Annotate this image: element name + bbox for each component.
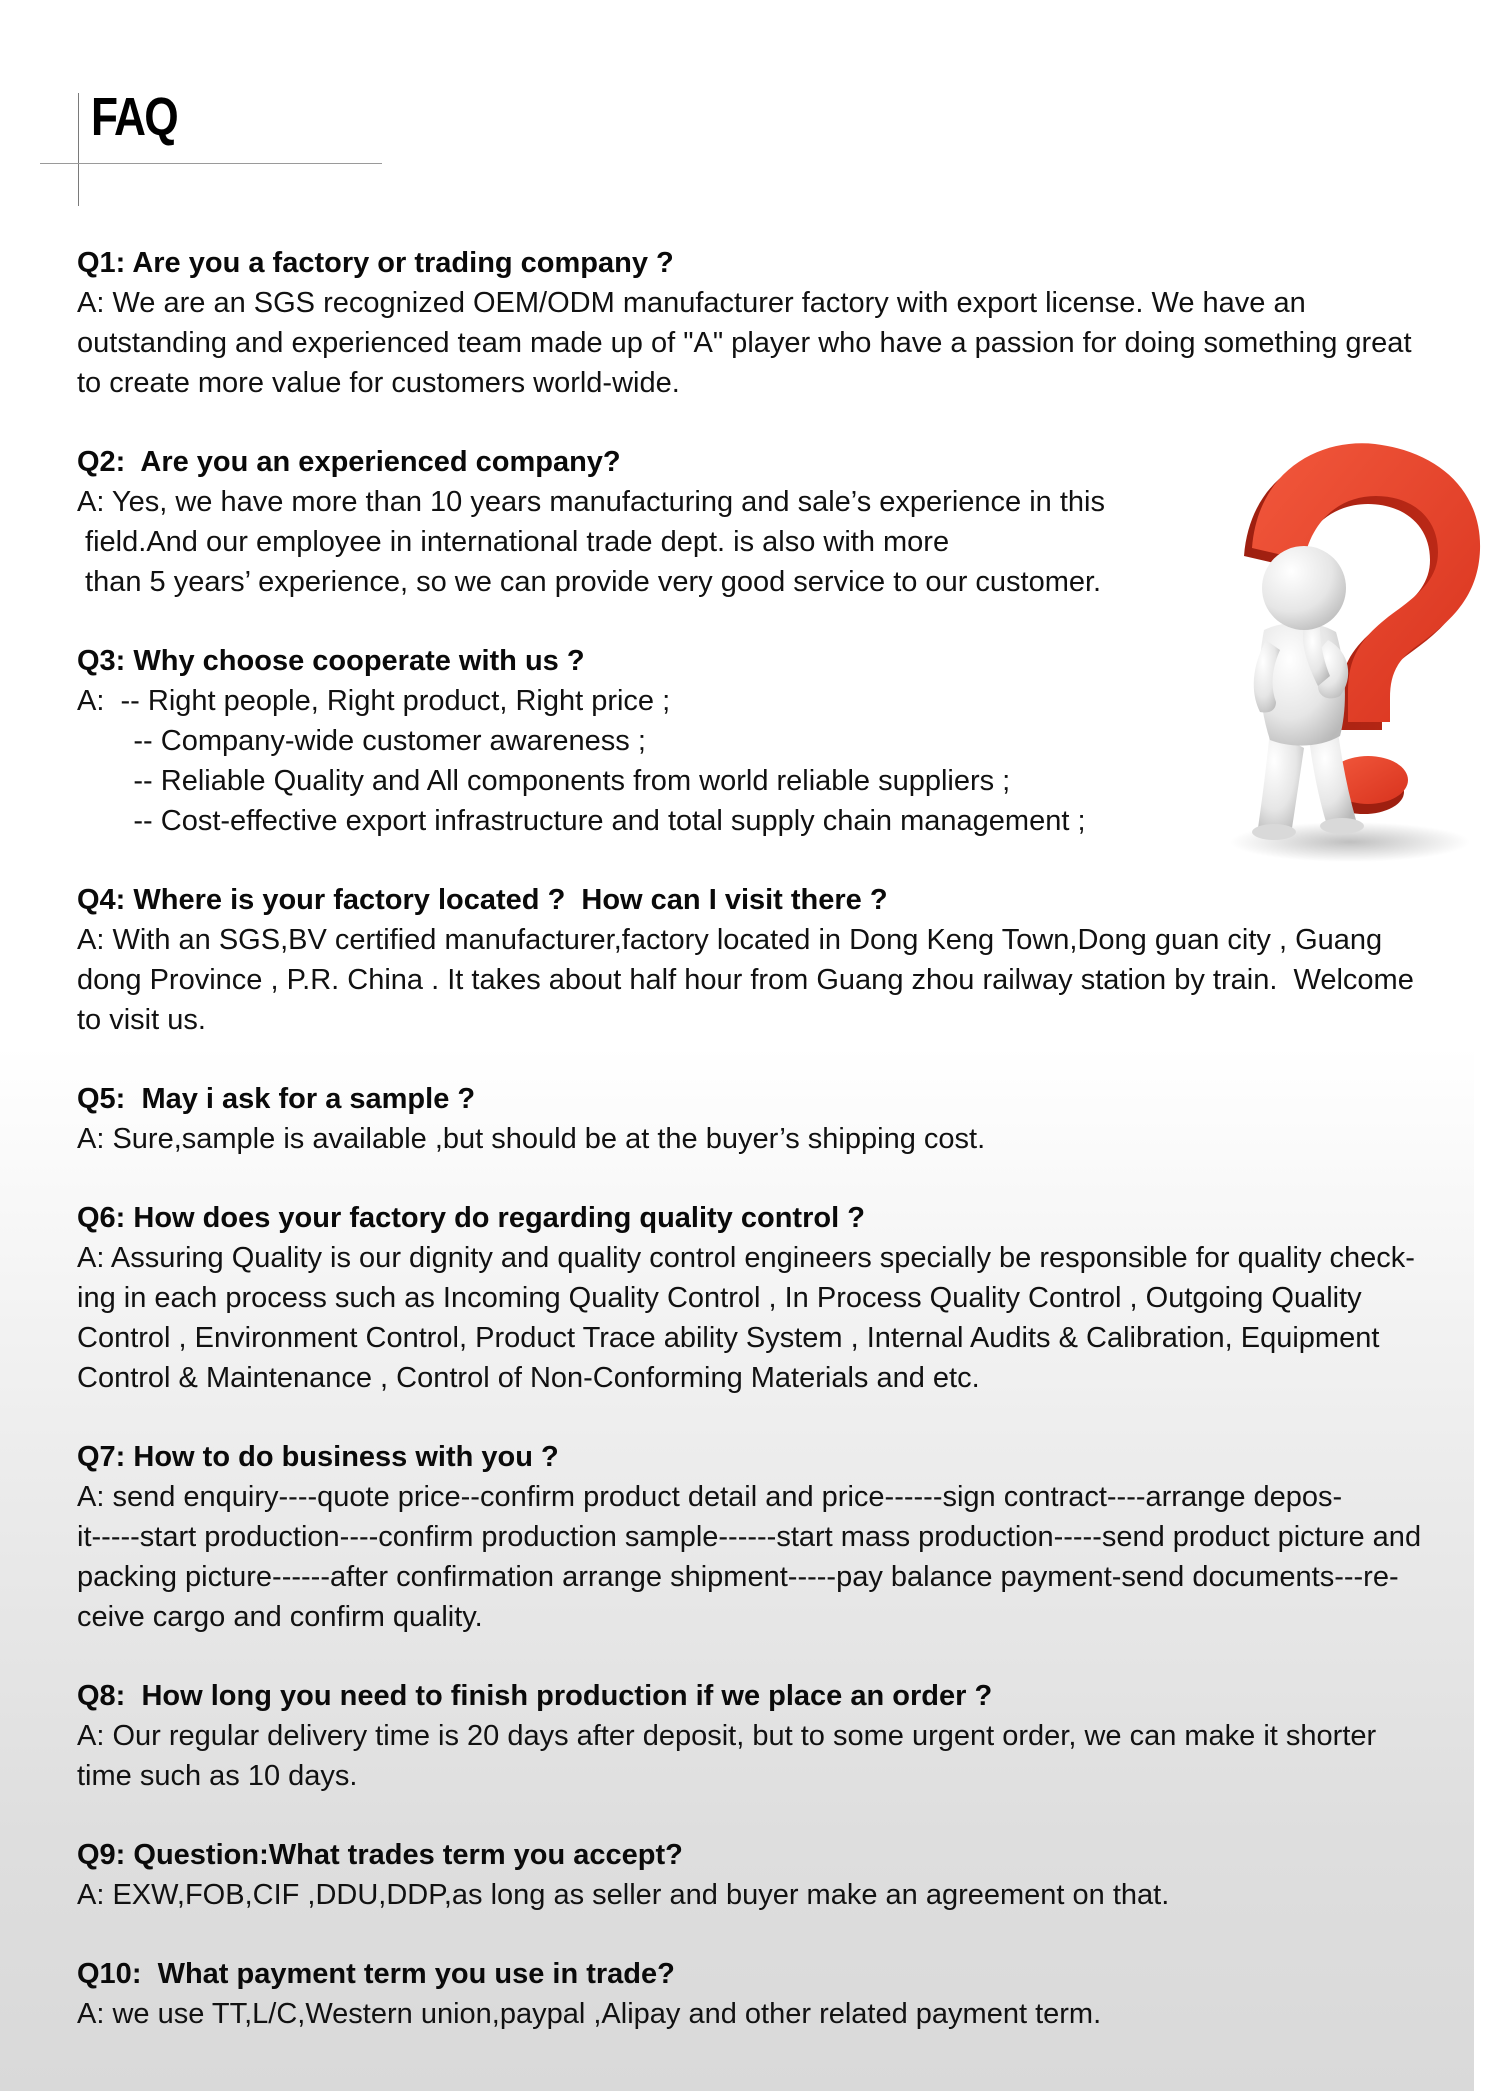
faq-answer-line: -- Company-wide customer awareness ; — [77, 725, 646, 757]
faq-answer-line: A: Yes, we have more than 10 years manufacturing and sale’s experience in this — [77, 486, 1105, 518]
faq-answer-line: packing picture------after confirmation arrange shipment-----pay balance payment-send documents---re- — [77, 1561, 1399, 1593]
faq-answer-line: outstanding and experienced team made up of "A" player who have a passion for doing something great — [77, 327, 1412, 359]
faq-question: Q3: Why choose cooperate with us ? — [77, 645, 585, 677]
faq-answer-line: -- Cost-effective export infrastructure and total supply chain management ; — [77, 805, 1086, 837]
faq-question: Q9: Question:What trades term you accept? — [77, 1839, 683, 1871]
faq-item-10 — [77, 1954, 1477, 2034]
faq-answer-line: time such as 10 days. — [77, 1760, 358, 1792]
heading-horizontal-rule — [40, 163, 382, 164]
faq-item-1 — [77, 243, 1477, 403]
faq-answer-line: Control & Maintenance , Control of Non-Conforming Materials and etc. — [77, 1362, 980, 1394]
faq-answer-line: field.And our employee in international trade dept. is also with more — [77, 526, 950, 558]
faq-question: Q5: May i ask for a sample ? — [77, 1083, 476, 1115]
faq-question: Q2: Are you an experienced company? — [77, 446, 621, 478]
faq-answer-line: A: we use TT,L/C,Western union,paypal ,Alipay and other related payment term. — [77, 1998, 1102, 2030]
faq-answer-line: A: Sure,sample is available ,but should be at the buyer’s shipping cost. — [77, 1123, 986, 1155]
faq-answer-line: A: send enquiry----quote price--confirm product detail and price------sign contract----arrange depos- — [77, 1481, 1343, 1513]
right-margin-strip — [1474, 0, 1500, 2091]
faq-answer-line: Control , Environment Control, Product Trace ability System , Internal Audits & Calibration, Equipment — [77, 1322, 1380, 1354]
faq-answer-line: to visit us. — [77, 1004, 206, 1036]
faq-question: Q4: Where is your factory located ? How can I visit there ? — [77, 884, 888, 916]
faq-question: Q8: How long you need to finish production if we place an order ? — [77, 1680, 993, 1712]
faq-question: Q6: How does your factory do regarding quality control ? — [77, 1202, 865, 1234]
faq-item-9 — [77, 1835, 1477, 1915]
faq-question: Q7: How to do business with you ? — [77, 1441, 559, 1473]
faq-item-4 — [77, 880, 1477, 1040]
faq-answer-line: to create more value for customers world-wide. — [77, 367, 680, 399]
faq-answer-line: A: -- Right people, Right product, Right price ; — [77, 685, 671, 717]
faq-answer-line: than 5 years’ experience, so we can provide very good service to our customer. — [77, 566, 1102, 598]
faq-answer-line: ing in each process such as Incoming Quality Control , In Process Quality Control , Outgoing Quality — [77, 1282, 1362, 1314]
faq-item-5 — [77, 1079, 1477, 1159]
faq-question: Q1: Are you a factory or trading company ? — [77, 247, 674, 279]
faq-answer-line: it-----start production----confirm production sample------start mass production-----send product picture and — [77, 1521, 1422, 1553]
faq-answer-line: A: With an SGS,BV certified manufacturer,factory located in Dong Keng Town,Dong guan city , Guang — [77, 924, 1383, 956]
faq-question: Q10: What payment term you use in trade? — [77, 1958, 675, 1990]
faq-item-7 — [77, 1437, 1477, 1637]
faq-answer-line: -- Reliable Quality and All components from world reliable suppliers ; — [77, 765, 1011, 797]
faq-answer-line: A: Assuring Quality is our dignity and quality control engineers specially be responsible for quality check- — [77, 1242, 1415, 1274]
page-title: FAQ — [91, 87, 178, 147]
faq-answer-line: dong Province , P.R. China . It takes about half hour from Guang zhou railway station by train. Welcome — [77, 964, 1414, 996]
faq-answer-line: A: EXW,FOB,CIF ,DDU,DDP,as long as seller and buyer make an agreement on that. — [77, 1879, 1170, 1911]
faq-item-6 — [77, 1198, 1477, 1398]
faq-answer-line: A: Our regular delivery time is 20 days after deposit, but to some urgent order, we can make it shorter — [77, 1720, 1377, 1752]
faq-item-8 — [77, 1676, 1477, 1796]
faq-answer-line: A: We are an SGS recognized OEM/ODM manufacturer factory with export license. We have an — [77, 287, 1306, 319]
question-mark-thinking-figure-icon — [1200, 430, 1490, 870]
faq-answer-line: ceive cargo and confirm quality. — [77, 1601, 483, 1633]
heading-vertical-rule — [78, 93, 79, 206]
